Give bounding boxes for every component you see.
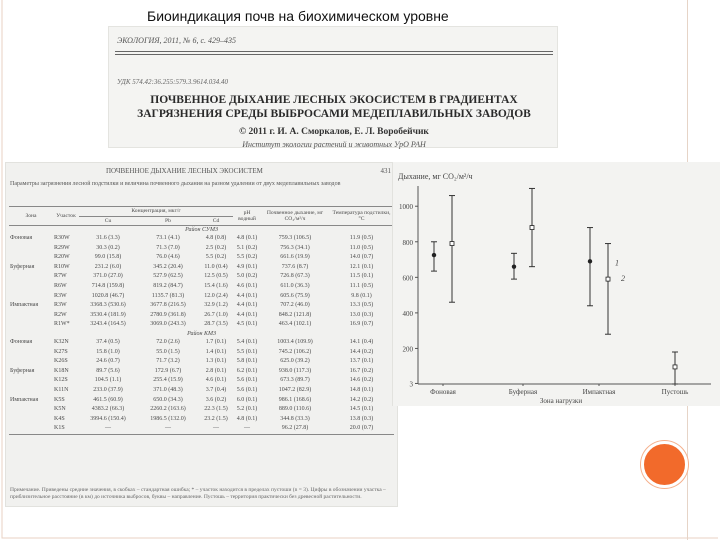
cell-zone xyxy=(9,282,53,292)
cell-cu: 37.4 (0.5) xyxy=(96,338,120,345)
cell-ph: 4.8 (0.1) xyxy=(236,235,258,241)
cell-cd: — xyxy=(199,424,233,434)
running-title: ПОЧВЕННОЕ ДЫХАНИЕ ЛЕСНЫХ ЭКОСИСТЕМ xyxy=(106,167,263,175)
data-point-series-2 xyxy=(606,277,610,281)
cell-cu: 30.3 (0.2) xyxy=(96,244,120,251)
table-row xyxy=(9,357,394,367)
paper-institute: Институт экологии растений и животных УрО РАН xyxy=(242,140,426,149)
cell-resp: 611.0 (36.3) xyxy=(280,282,310,289)
cell-pb: 527.9 (62.5) xyxy=(153,273,183,280)
table-row xyxy=(9,415,394,425)
chart-scan xyxy=(392,162,720,406)
cell-temp: 14.8 (0.1) xyxy=(349,386,374,393)
cell-cd: 1.3 (0.1) xyxy=(205,358,227,365)
header-rule xyxy=(115,54,553,55)
cell-resp: 661.6 (19.9) xyxy=(280,254,310,261)
cell-resp: 745.2 (106.2) xyxy=(278,348,312,355)
cell-cu: 233.0 (37.9) xyxy=(93,386,123,393)
cell-cd: 1.4 (0.1) xyxy=(205,348,227,355)
region-row xyxy=(9,330,394,338)
cell-zone xyxy=(9,244,53,254)
cell-site: R30W xyxy=(54,235,70,241)
cell-temp: 14.5 (0.1) xyxy=(349,406,374,413)
cell-cu: 3530.4 (181.9) xyxy=(90,311,126,318)
table-note: Примечание. Приведены средние значения, в скобках – стандартная ошибка; * – участок находится в пределах пустоши (n = 3). Цифры в обозначении участка – приблизительное расстояние (в км) до источника выбросов, буквы – направление. Пустошь – территория практически без древесной растительности. xyxy=(10,487,386,500)
cell-resp: 625.0 (39.2) xyxy=(280,358,310,365)
cell-cd: 4.8 (0.8) xyxy=(205,235,227,241)
cell-cu: 1020.8 (46.7) xyxy=(91,292,125,299)
cell-zone xyxy=(9,386,53,396)
table-row xyxy=(9,376,394,386)
cell-ph: 5.5 (0.2) xyxy=(236,254,258,261)
table-row xyxy=(9,282,394,292)
cell-temp: 13.0 (0.3) xyxy=(349,311,374,318)
cell-zone xyxy=(9,320,53,330)
cell-pb: 2260.2 (163.6) xyxy=(150,406,186,413)
cell-temp: 9.8 (0.1) xyxy=(351,292,372,299)
cell-site: K5S xyxy=(54,396,65,403)
cell-ph: 6.2 (0.1) xyxy=(236,367,258,374)
y-tick-label: 800 xyxy=(402,238,413,247)
paper-header-scan xyxy=(108,26,558,148)
cell-site: K4S xyxy=(54,415,65,422)
table-row xyxy=(9,396,394,406)
cell-temp: 16.7 (0.2) xyxy=(349,367,374,374)
cell-zone: Буферная xyxy=(10,263,35,270)
cell-cd: 5.5 (0.2) xyxy=(205,254,227,261)
cell-resp: 344.8 (33.3) xyxy=(280,415,310,422)
cell-ph: 5.1 (0.2) xyxy=(236,244,258,251)
x-tick-label: Фоновая xyxy=(430,388,456,396)
cell-resp: 986.1 (168.6) xyxy=(278,396,312,403)
table-row xyxy=(9,338,394,348)
cell-cd: 32.9 (1.2) xyxy=(204,302,228,309)
table-row xyxy=(9,263,394,273)
cell-site: R3W xyxy=(54,292,67,299)
cell-temp: 11.1 (0.5) xyxy=(349,282,374,289)
cell-ph: 4.8 (0.1) xyxy=(236,415,258,422)
cell-temp: 11.0 (0.5) xyxy=(349,244,374,251)
header-respiration: Почвенное дыхание, мг CO₂/м²/ч xyxy=(261,207,329,226)
cell-pb: 345.2 (20.4) xyxy=(153,263,183,270)
cell-cu: 99.0 (15.8) xyxy=(94,254,122,261)
cell-zone xyxy=(9,415,53,425)
cell-ph: 6.0 (0.1) xyxy=(236,396,258,403)
table-row xyxy=(9,272,394,282)
cell-cu: 31.6 (3.3) xyxy=(96,235,120,241)
cell-ph: 5.6 (0.1) xyxy=(236,386,258,393)
cell-site: R7W xyxy=(54,273,67,280)
cell-zone xyxy=(9,405,53,415)
data-point-series-1 xyxy=(432,253,436,257)
header-ph: pH водный xyxy=(233,207,261,226)
cell-resp: 737.6 (8.7) xyxy=(281,263,309,270)
data-point-series-2 xyxy=(673,365,677,369)
cell-zone: Фоновая xyxy=(10,235,33,241)
cell-zone xyxy=(9,253,53,263)
cell-temp: 13.7 (0.1) xyxy=(349,358,374,365)
cell-temp: 16.9 (0.7) xyxy=(349,321,374,328)
cell-cd: 2.5 (0.2) xyxy=(205,244,227,251)
cell-ph: 5.5 (0.1) xyxy=(236,348,258,355)
y-tick-label: 3 xyxy=(409,380,413,389)
cell-cu: 714.8 (159.8) xyxy=(91,282,125,289)
cell-temp: 14.4 (0.2) xyxy=(349,348,374,355)
series-label: 1 xyxy=(615,258,619,268)
cell-cd: 15.4 (1.6) xyxy=(204,282,228,289)
cell-cu: 104.5 (1.1) xyxy=(94,377,122,384)
cell-ph: 4.4 (0.1) xyxy=(236,311,258,318)
cell-cd: 12.0 (2.4) xyxy=(204,292,228,299)
cell-zone xyxy=(9,272,53,282)
cell-site: K26S xyxy=(54,358,68,365)
paper-title xyxy=(119,93,549,121)
cell-resp: 1047.2 (82.9) xyxy=(278,386,312,393)
cell-ph: 4.6 (0.1) xyxy=(236,282,258,289)
cell-zone xyxy=(9,348,53,358)
data-point-series-1 xyxy=(512,264,516,268)
cell-pb: 3069.0 (243.3) xyxy=(150,321,186,328)
cell-pb: 72.0 (2.6) xyxy=(156,338,180,345)
cell-resp: 605.6 (75.9) xyxy=(280,292,310,299)
journal-reference: ЭКОЛОГИЯ, 2011, № 6, с. 429–435 xyxy=(117,36,237,45)
cell-zone: Импактная xyxy=(10,302,39,309)
cell-pb: 76.0 (4.6) xyxy=(156,254,180,261)
table-row xyxy=(9,292,394,302)
cell-temp: 14.6 (0.2) xyxy=(349,377,374,384)
x-axis-label: Зона нагрузки xyxy=(539,397,583,405)
table-row xyxy=(9,424,394,434)
cell-temp: 14.2 (0.2) xyxy=(349,396,374,403)
table-page-scan xyxy=(5,162,398,507)
cell-pb: 650.0 (34.3) xyxy=(153,396,183,403)
cell-zone xyxy=(9,424,53,434)
cell-site: K32N xyxy=(54,338,69,345)
cell-pb: 2780.9 (361.8) xyxy=(150,311,186,318)
header-cd: Cd xyxy=(199,216,233,226)
cell-cu: 3368.3 (530.6) xyxy=(90,302,126,309)
header-zone: Зона xyxy=(9,207,53,226)
y-tick-label: 1000 xyxy=(399,203,413,212)
cell-zone: Импактная xyxy=(10,396,39,403)
cell-ph: — xyxy=(233,424,261,434)
cell-cd: 23.2 (1.5) xyxy=(204,415,228,422)
cell-resp: 1003.4 (109.9) xyxy=(277,338,313,345)
cell-cd: 11.0 (0.4) xyxy=(204,263,228,270)
cell-temp: 20.0 (0.7) xyxy=(329,424,394,434)
cell-temp: 11.5 (0.1) xyxy=(349,273,374,280)
cell-cu: 371.0 (27.0) xyxy=(93,273,123,280)
x-tick-label: Импактная xyxy=(582,388,616,396)
region-label: Район СУМЗ xyxy=(185,227,218,233)
table-row xyxy=(9,311,394,321)
cell-zone xyxy=(9,292,53,302)
cell-resp: 848.2 (121.8) xyxy=(278,311,312,318)
cell-resp: 938.0 (117.3) xyxy=(278,367,312,374)
cell-resp: 673.3 (89.7) xyxy=(280,377,310,384)
cell-resp: 463.4 (102.1) xyxy=(278,321,312,328)
cell-pb: 255.4 (15.9) xyxy=(153,377,183,384)
cell-pb: 819.2 (84.7) xyxy=(153,282,183,289)
table-row xyxy=(9,386,394,396)
cell-cu: 3994.6 (150.4) xyxy=(90,415,126,422)
header-concentration: Концентрация, мкг/г xyxy=(79,207,233,217)
page-number: 431 xyxy=(380,167,391,175)
cell-zone: Буферная xyxy=(10,367,35,374)
paper-authors: © 2011 г. И. А. Сморкалов, Е. Л. Воробейчик xyxy=(239,127,429,137)
respiration-chart xyxy=(393,162,720,406)
table-row xyxy=(9,253,394,263)
cell-zone xyxy=(9,311,53,321)
table-caption: Параметры загрязнения лесной подстилки и величина почвенного дыхания на разном удалении от двух медеплавильных заводов xyxy=(10,181,341,187)
cell-ph: 4.4 (0.1) xyxy=(236,302,258,309)
region-row xyxy=(9,226,394,235)
cell-cu: 24.6 (0.7) xyxy=(96,358,120,365)
cell-ph: 4.9 (0.1) xyxy=(236,263,258,270)
table-row xyxy=(9,301,394,311)
paper-title-line: ЗАГРЯЗНЕНИЯ СРЕДЫ ВЫБРОСАМИ МЕДЕПЛАВИЛЬНЫХ ЗАВОДОВ xyxy=(137,108,531,120)
cell-site: K12S xyxy=(54,377,68,384)
cell-cd: 4.6 (0.1) xyxy=(205,377,227,384)
cell-temp: 13.8 (0.3) xyxy=(349,415,374,422)
cell-pb: 71.3 (7.0) xyxy=(156,244,180,251)
header-site: Участок xyxy=(53,207,79,226)
cell-site: R6W xyxy=(54,282,67,289)
cell-site: R3W xyxy=(54,302,67,309)
cell-resp: 707.2 (46.0) xyxy=(280,302,310,309)
cell-ph: 5.0 (0.2) xyxy=(236,273,258,280)
table-row xyxy=(9,320,394,330)
cell-zone: Фоновая xyxy=(10,338,33,345)
cell-site: R10W xyxy=(54,263,70,270)
header-pb: Pb xyxy=(137,216,199,226)
cell-pb: 55.0 (1.5) xyxy=(156,348,180,355)
header-cu: Cu xyxy=(79,216,137,226)
table-row xyxy=(9,405,394,415)
y-tick-label: 600 xyxy=(402,274,413,283)
slide-title: Биоиндикация почв на биохимическом уровне xyxy=(147,8,449,24)
x-tick-label: Пустошь xyxy=(661,388,689,396)
cell-site: K27S xyxy=(54,348,68,355)
paper-title-line: ПОЧВЕННОЕ ДЫХАНИЕ ЛЕСНЫХ ЭКОСИСТЕМ В ГРАДИЕНТАХ xyxy=(150,94,518,106)
cell-cd: 1.7 (0.1) xyxy=(205,338,227,345)
decorative-orange-circle xyxy=(641,441,688,488)
cell-ph: 5.2 (0.1) xyxy=(236,406,258,413)
table-row xyxy=(9,348,394,358)
cell-temp: 14.0 (0.7) xyxy=(349,254,374,261)
cell-temp: 13.3 (0.5) xyxy=(349,302,374,309)
cell-cd: 22.3 (1.5) xyxy=(204,406,228,413)
data-point-series-2 xyxy=(450,242,454,246)
cell-pb: — xyxy=(137,424,199,434)
cell-temp: 12.1 (0.1) xyxy=(349,263,374,270)
table-row xyxy=(9,234,394,244)
udk-code: УДК 574.42:36.255:579.3.9614.034.40 xyxy=(117,78,228,86)
cell-pb: 3677.8 (216.5) xyxy=(150,302,186,309)
cell-cd: 3.7 (0.4) xyxy=(205,386,227,393)
cell-pb: 172.9 (6.7) xyxy=(154,367,182,374)
cell-resp: 756.3 (34.1) xyxy=(280,244,310,251)
cell-ph: 5.8 (0.1) xyxy=(236,358,258,365)
cell-zone xyxy=(9,376,53,386)
cell-site: K11N xyxy=(54,386,69,393)
series-label: 2 xyxy=(621,274,625,284)
cell-temp: 14.1 (0.4) xyxy=(349,338,374,345)
cell-cu: 4383.2 (66.3) xyxy=(91,406,125,413)
cell-site: K5N xyxy=(54,406,66,413)
cell-pb: 371.0 (48.3) xyxy=(153,386,183,393)
cell-site: R20W xyxy=(54,254,70,261)
cell-cu: 231.2 (6.0) xyxy=(94,263,122,270)
cell-cd: 26.7 (1.0) xyxy=(204,311,228,318)
cell-site: R29W xyxy=(54,244,70,251)
cell-pb: 1135.7 (81.3) xyxy=(151,292,185,299)
y-axis-label: Дыхание, мг CO₂/м²/ч xyxy=(398,172,473,181)
cell-pb: 1986.5 (132.0) xyxy=(150,415,186,422)
header-temperature: Температура подстилки, °С xyxy=(329,207,394,226)
header-rule xyxy=(115,51,553,52)
cell-resp: 96.2 (27.8) xyxy=(261,424,329,434)
cell-cd: 2.8 (0.1) xyxy=(205,367,227,374)
cell-resp: 726.8 (67.3) xyxy=(280,273,310,280)
table-row xyxy=(9,244,394,254)
y-tick-label: 200 xyxy=(402,345,413,354)
cell-site: K18N xyxy=(54,367,69,374)
data-table xyxy=(9,206,394,435)
cell-site: R2W xyxy=(54,311,67,318)
cell-ph: 4.5 (0.1) xyxy=(236,321,258,328)
cell-cu: 15.8 (1.0) xyxy=(96,348,120,355)
cell-ph: 5.6 (0.1) xyxy=(236,377,258,384)
cell-ph: 5.4 (0.1) xyxy=(236,338,258,345)
y-tick-label: 400 xyxy=(402,309,413,318)
cell-pb: 73.1 (4.1) xyxy=(156,235,180,241)
cell-zone xyxy=(9,357,53,367)
cell-cu: — xyxy=(79,424,137,434)
table-row xyxy=(9,367,394,377)
x-tick-label: Буферная xyxy=(508,388,538,396)
cell-cd: 12.5 (0.5) xyxy=(204,273,228,280)
cell-pb: 71.7 (3.2) xyxy=(156,358,180,365)
cell-cu: 461.5 (60.9) xyxy=(93,396,123,403)
data-point-series-1 xyxy=(588,259,592,263)
cell-site: R1W* xyxy=(54,321,70,328)
cell-resp: 759.3 (106.5) xyxy=(278,235,312,241)
cell-ph: 4.4 (0.1) xyxy=(236,292,258,299)
cell-temp: 11.9 (0.5) xyxy=(349,235,374,241)
cell-cu: 3243.4 (164.5) xyxy=(90,321,126,328)
cell-cu: 89.7 (5.6) xyxy=(96,367,120,374)
data-point-series-2 xyxy=(530,226,534,230)
cell-site: K1S xyxy=(53,424,79,434)
cell-resp: 889.0 (110.6) xyxy=(278,406,312,413)
cell-cd: 28.7 (3.5) xyxy=(204,321,228,328)
cell-cd: 3.6 (0.2) xyxy=(205,396,227,403)
region-label: Район КМЗ xyxy=(187,330,216,337)
